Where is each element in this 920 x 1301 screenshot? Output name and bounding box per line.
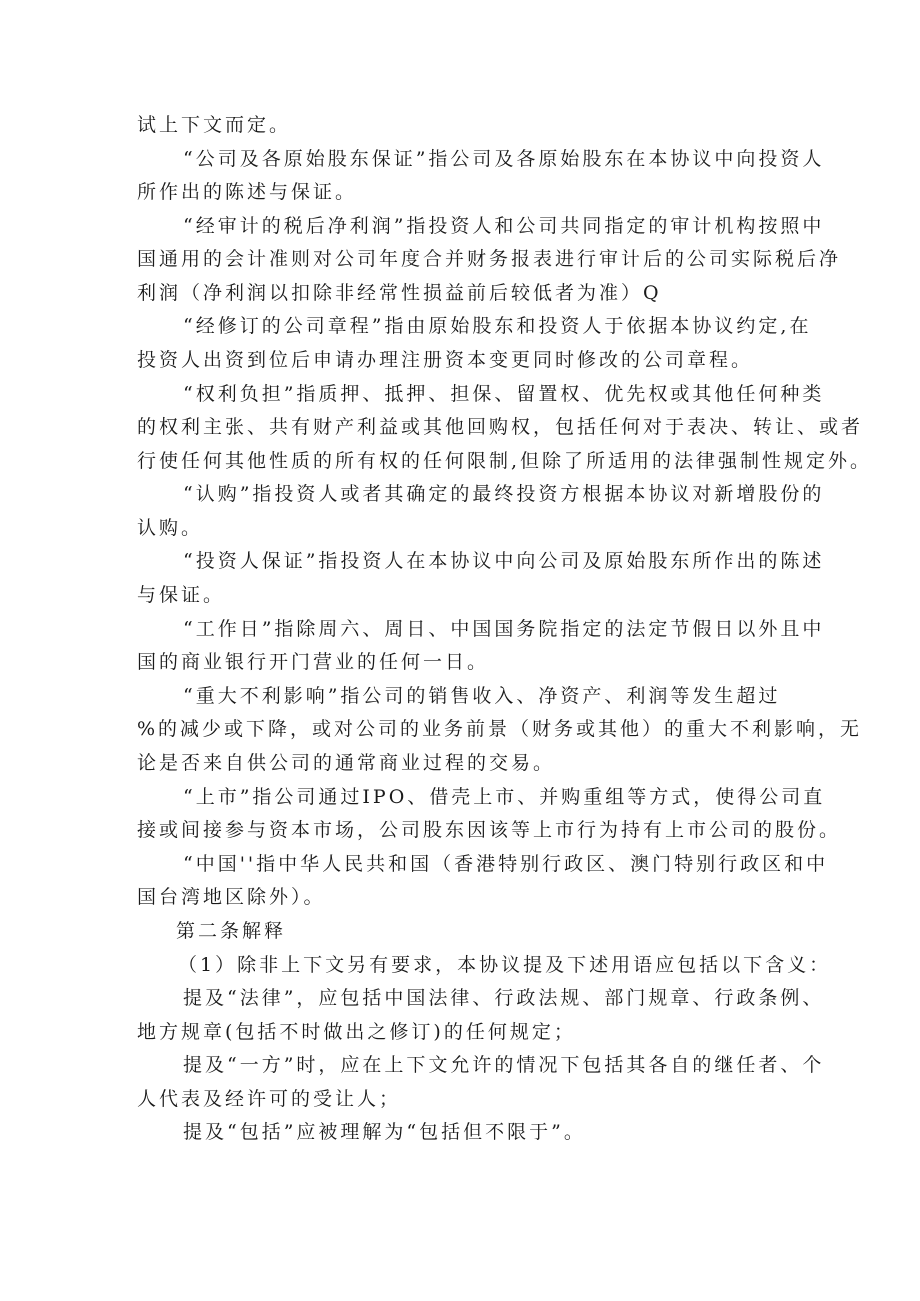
text-line: 与保证。 bbox=[137, 584, 226, 606]
text-line: 论是否来自供公司的通常商业过程的交易。 bbox=[137, 752, 556, 774]
text-line: 地方规章(包括不时做出之修订)的任何规定； bbox=[137, 1021, 576, 1043]
text-line: 提及“法律”，应包括中国法律、行政法规、部门规章、行政条例、 bbox=[183, 987, 825, 1009]
text-line: “中国''指中华人民共和国（香港特别行政区、澳门特别行政区和中 bbox=[183, 853, 829, 875]
text-line: 国的商业银行开门营业的任何一日。 bbox=[137, 651, 490, 673]
text-line: 投资人出资到位后申请办理注册资本变更同时修改的公司章程。 bbox=[137, 349, 754, 371]
text-line: 所作出的陈述与保证。 bbox=[137, 181, 358, 203]
text-line: 提及“一方”时，应在上下文允许的情况下包括其各自的继任者、个 bbox=[183, 1054, 825, 1076]
text-line: 的权利主张、共有财产利益或其他回购权，包括任何对于表决、转让、或者 bbox=[137, 416, 864, 438]
text-line: 利润（净利润以扣除非经常性损益前后较低者为准）Q bbox=[137, 282, 662, 304]
text-line: 提及“包括”应被理解为“包括但不限于”。 bbox=[183, 1121, 586, 1143]
text-line: “经修订的公司章程”指由原始股东和投资人于依据本协议约定,在 bbox=[183, 315, 812, 337]
text-line: “工作日”指除周六、周日、中国国务院指定的法定节假日以外且中 bbox=[183, 618, 825, 640]
text-line: “权利负担”指质押、抵押、担保、留置权、优先权或其他任何种类 bbox=[183, 383, 825, 405]
section-heading: 第二条解释 bbox=[176, 920, 287, 942]
text-line: （1）除非上下文另有要求，本协议提及下述用语应包括以下含义： bbox=[178, 954, 832, 976]
text-line: 试上下文而定。 bbox=[137, 114, 292, 136]
text-line: 国通用的会计准则对公司年度合并财务报表进行审计后的公司实际税后净 bbox=[137, 248, 842, 270]
text-line: 认购。 bbox=[137, 517, 204, 539]
text-line: “投资人保证”指投资人在本协议中向公司及原始股东所作出的陈述 bbox=[183, 550, 825, 572]
text-line: 人代表及经许可的受让人； bbox=[137, 1088, 402, 1110]
text-line: 接或间接参与资本市场，公司股东因该等上市行为持有上市公司的股份。 bbox=[137, 819, 842, 841]
text-line: “重大不利影响”指公司的销售收入、净资产、利润等发生超过 bbox=[183, 685, 781, 707]
text-line: %的减少或下降，或对公司的业务前景（财务或其他）的重大不利影响，无 bbox=[137, 718, 863, 740]
text-line: 国台湾地区除外）。 bbox=[137, 886, 326, 908]
text-line: “认购”指投资人或者其确定的最终投资方根据本协议对新增股份的 bbox=[183, 483, 825, 505]
text-line: “经审计的税后净利润”指投资人和公司共同指定的审计机构按照中 bbox=[183, 215, 825, 237]
text-line: 行使任何其他性质的所有权的任何限制,但除了所适用的法律强制性规定外。 bbox=[137, 450, 873, 472]
text-line: “上市”指公司通过IPO、借壳上市、并购重组等方式，使得公司直 bbox=[183, 786, 826, 808]
text-line: “公司及各原始股东保证”指公司及各原始股东在本协议中向投资人 bbox=[183, 148, 825, 170]
